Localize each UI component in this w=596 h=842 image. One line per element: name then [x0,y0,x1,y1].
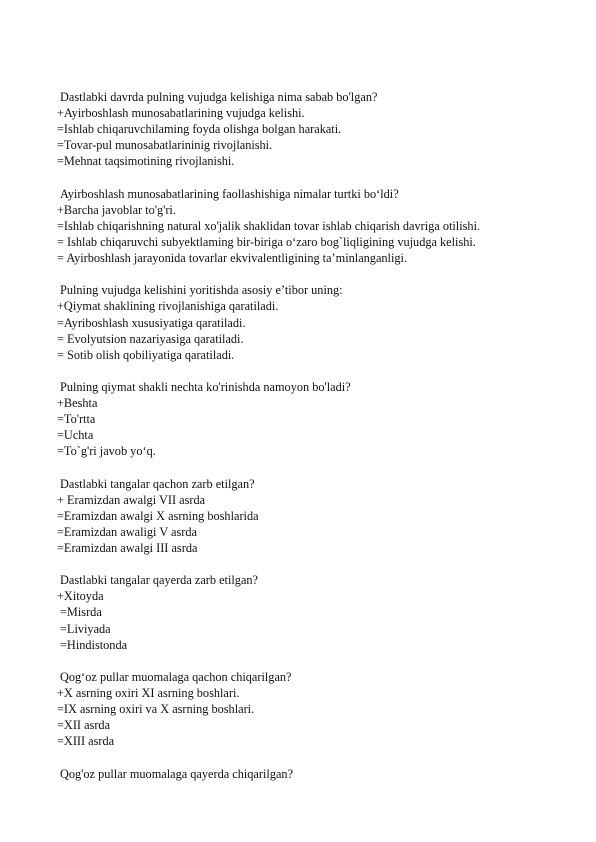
answer-option: = Evolyutsion nazariyasiga qaratiladi. [57,331,244,346]
question-block [57,186,557,266]
question-text: Dastlabki davrda pulning vujudga kelishiga nima sabab bo'lgan? [60,90,378,104]
question-block [57,766,557,782]
answer-option: =Ishlab chiqarishning natural xo'jalik shaklidan tovar ishlab chiqarish davriga otilishi. [57,218,481,233]
question-text: Pulning qiymat shakli nechta ko'rinishda namoyon bo'ladi? [60,379,351,394]
answer-option: =Mehnat taqsimotining rivojlanishi. [57,154,235,169]
answer-option: =Hindistonda [60,637,128,652]
question-block [57,379,557,459]
answer-option: +Barcha javoblar to'g'ri. [57,202,176,217]
answer-option: =Eramizdan awaligi V asrda [57,524,197,539]
question-block [57,669,557,749]
answer-option: =XII asrda [57,718,111,733]
answer-option: = Ayirboshlash jarayonida tovarlar ekvivalentligining ta’minlanganligi. [57,251,408,266]
question-text: Qog'oz pullar muomalaga qayerda chiqarilgan? [60,766,294,781]
answer-option: =Eramizdan awalgi X asrning boshlarida [57,508,259,523]
answer-option: = Sotib olish qobiliyatiga qaratiladi. [57,347,235,362]
document-body [57,89,557,798]
answer-option: =XIII asrda [57,734,115,749]
answer-option: +Ayirboshlash munosabatlarining vujudga kelishi. [57,106,305,121]
answer-option: =To'rtta [57,412,96,427]
question-text: Dastlabki tangalar qayerda zarb etilgan? [60,573,259,588]
answer-option: +Beshta [57,396,98,411]
answer-option: =Ayriboshlash xususiyatiga qaratiladi. [57,315,246,330]
question-text: Dastlabki tangalar qachon zarb etilgan? [60,476,255,491]
answer-option: =Liviyada [60,621,111,636]
question-block [57,572,557,652]
answer-option: =Tovar-pul munosabatlarininig rivojlanishi. [57,138,273,153]
answer-option: =Eramizdan awalgi III asrda [57,541,198,555]
question-text: Ayirboshlash munosabatlarining faollashishiga nimalar turtki bo‘ldi? [60,186,399,201]
question-text: Pulning vujudga kelishini yoritishda asosiy e’tibor uning: [60,283,343,298]
answer-option: +Qiymat shaklining rivojlanishiga qaratiladi. [57,299,279,314]
answer-option: +X asrning oxiri XI asrning boshlari. [57,686,240,701]
answer-option: = Ishlab chiqaruvchi subyektlaming bir-biriga o‘zaro bog`liqligining vujudga kelishi. [57,234,476,249]
answer-option: =Ishlab chiqaruvchilaming foyda olishga bolgan harakati. [57,122,342,137]
answer-option: +Xitoyda [57,589,104,604]
answer-option: =Misrda [60,605,102,620]
question-text: Qog‘oz pullar muomalaga qachon chiqarilgan? [60,669,292,684]
answer-option: + Eramizdan awalgi VII asrda [57,492,206,507]
question-block [57,89,557,169]
answer-option: =To`g'ri javob yo‘q. [57,444,156,459]
question-block [57,476,557,556]
question-block [57,282,557,362]
answer-option: =IX asrning oxiri va X asrning boshlari. [57,702,255,717]
answer-option: =Uchta [57,428,94,443]
